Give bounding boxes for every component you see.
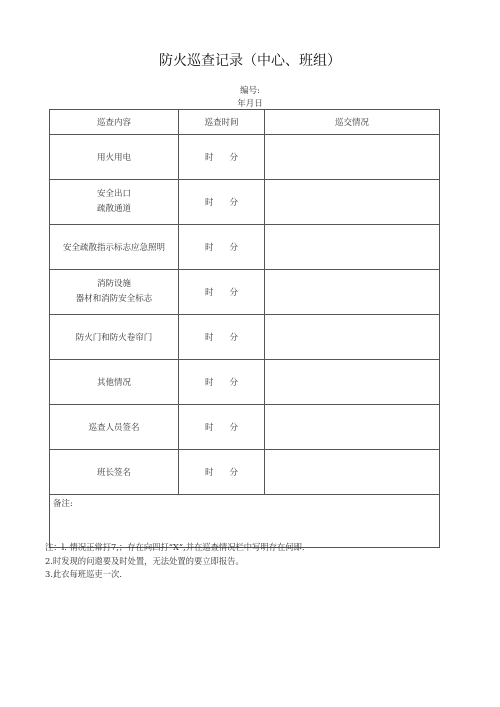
status-cell[interactable] bbox=[265, 315, 440, 360]
row-content: 安全疏散指示标志应急照明 bbox=[50, 225, 179, 270]
time-cell[interactable]: 时 分 bbox=[179, 225, 265, 270]
table-row bbox=[50, 225, 440, 270]
table-row bbox=[50, 270, 440, 315]
time-cell[interactable]: 时 分 bbox=[179, 405, 265, 450]
time-cell[interactable]: 时 分 bbox=[179, 360, 265, 405]
header-content: 巡查内容 bbox=[50, 110, 179, 135]
time-cell[interactable]: 时 分 bbox=[179, 450, 265, 495]
time-cell[interactable]: 时 分 bbox=[179, 180, 265, 225]
time-cell[interactable]: 时 分 bbox=[179, 315, 265, 360]
time-cell[interactable]: 时 分 bbox=[179, 135, 265, 180]
row-content: 其他情况 bbox=[50, 360, 179, 405]
status-cell[interactable] bbox=[265, 360, 440, 405]
table-row bbox=[50, 360, 440, 405]
row-content: 班长签名 bbox=[50, 450, 179, 495]
table-row bbox=[50, 315, 440, 360]
row-content: 用火用电 bbox=[50, 135, 179, 180]
row-content: 安全出口 疏散通道 bbox=[50, 180, 179, 225]
footnote: 2.时发现的问遨要及时处置，无法处置的要立即报告。 bbox=[45, 555, 244, 566]
status-cell[interactable] bbox=[265, 135, 440, 180]
footnote: 3.此衣每班巡吏一次. bbox=[45, 569, 122, 579]
status-cell[interactable] bbox=[265, 270, 440, 315]
footnotes bbox=[45, 541, 305, 582]
table-header-row bbox=[50, 110, 440, 135]
remarks-row bbox=[50, 495, 440, 548]
status-cell[interactable] bbox=[265, 450, 440, 495]
footnote: 注：l. 情况正常打7,；存在向四打“X”,并在巡查情况栏中写明存在何即. bbox=[45, 542, 305, 552]
status-cell[interactable] bbox=[265, 405, 440, 450]
row-content: 巡查人员签名 bbox=[50, 405, 179, 450]
table-row bbox=[50, 405, 440, 450]
table-row bbox=[50, 450, 440, 495]
remarks-label: 备注: bbox=[53, 499, 73, 509]
table-row bbox=[50, 180, 440, 225]
serial-number-label: 编号: bbox=[240, 86, 260, 96]
row-content: 防火门和防火卷帘门 bbox=[50, 315, 179, 360]
page-title: 防火巡查记录（中心、班组） bbox=[159, 53, 341, 69]
patrol-record-table bbox=[49, 109, 440, 548]
status-cell[interactable] bbox=[265, 180, 440, 225]
date-label: 年月日 bbox=[237, 99, 263, 109]
status-cell[interactable] bbox=[265, 225, 440, 270]
time-cell[interactable]: 时 分 bbox=[179, 270, 265, 315]
remarks-field[interactable] bbox=[50, 495, 440, 548]
row-content: 消防设施 器材和消防安全标志 bbox=[50, 270, 179, 315]
header-status: 巡交情况 bbox=[265, 110, 440, 135]
table-row bbox=[50, 135, 440, 180]
header-time: 巡查时间 bbox=[179, 110, 265, 135]
